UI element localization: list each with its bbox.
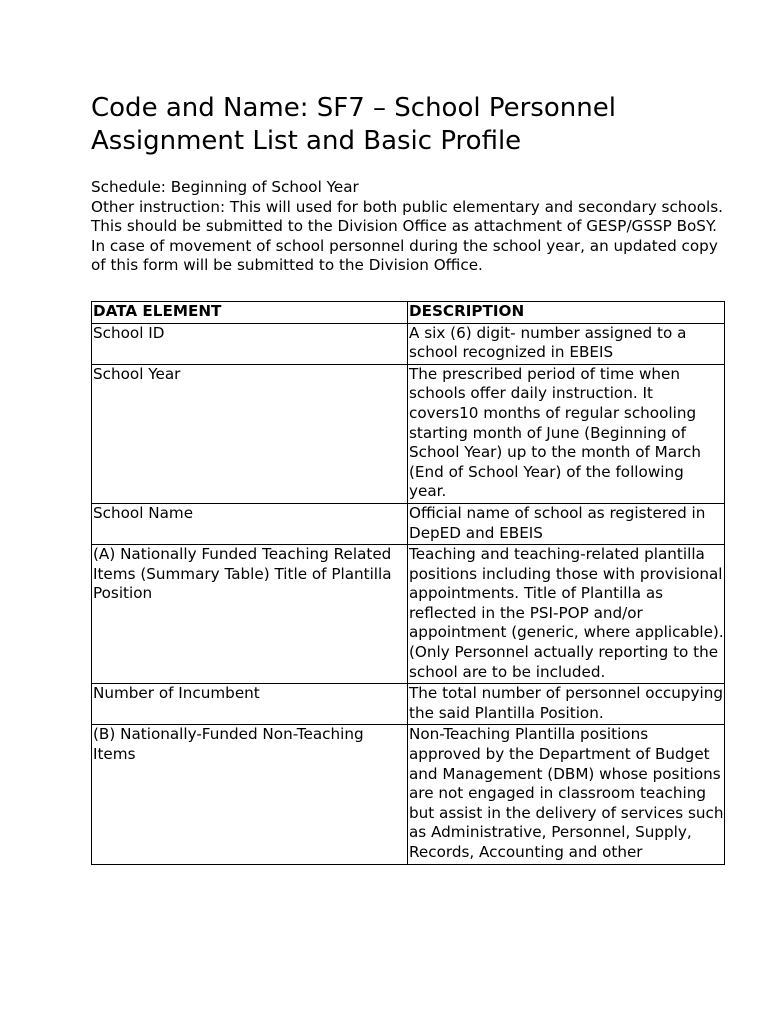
intro-section bbox=[91, 178, 724, 276]
row-description-school-year: The prescribed period of time when schools offer daily instruction. It covers10 months of regular schooling starting month of June (Beginning of School Year) up to the month of March (End of School Year) of the following year. bbox=[408, 364, 725, 503]
row-element-school-name: School Name bbox=[92, 503, 408, 544]
schedule-text: Schedule: Beginning of School Year bbox=[91, 178, 359, 196]
row-element-number-of-incumbent: Number of Incumbent bbox=[92, 684, 408, 725]
other-instruction-text: Other instruction: This will used for both public elementary and secondary schools. This should be submitted to the Division Office as attachment of GESP/GSSP BoSY. In case of movement of school personnel during the school year, an updated copy of this form will be submitted to the Division Office. bbox=[91, 197, 723, 275]
row-element-non-teaching-items: (B) Nationally-Funded Non-Teaching Items bbox=[92, 725, 408, 864]
row-element-school-id: School ID bbox=[92, 323, 408, 364]
table-row bbox=[92, 725, 725, 864]
row-description-teaching-items: Teaching and teaching-related plantilla positions including those with provisional appointments. Title of Plantilla as reflected in the PSI-POP and/or appointment (generic, where applicable). (Only Personnel actually reporting to the school are to be included. bbox=[408, 545, 725, 684]
table-row bbox=[92, 323, 725, 364]
table-header-row bbox=[92, 301, 725, 323]
header-description: DESCRIPTION bbox=[408, 301, 725, 323]
table-row bbox=[92, 684, 725, 725]
row-element-teaching-items: (A) Nationally Funded Teaching Related Items (Summary Table) Title of Plantilla Position bbox=[92, 545, 408, 684]
table-row bbox=[92, 364, 725, 503]
header-data-element: DATA ELEMENT bbox=[92, 301, 408, 323]
document-title: Code and Name: SF7 – School Personnel Assignment List and Basic Profile bbox=[91, 93, 616, 156]
table-row bbox=[92, 545, 725, 684]
document-page bbox=[91, 92, 724, 865]
data-element-table bbox=[91, 301, 725, 865]
row-description-non-teaching-items: Non-Teaching Plantilla positions approved by the Department of Budget and Management (DBM) whose positions are not engaged in classroom teaching but assist in the delivery of services such as Administrative, Personnel, Supply, Records, Accounting and other bbox=[408, 725, 725, 864]
row-description-school-id: A six (6) digit- number assigned to a school recognized in EBEIS bbox=[408, 323, 725, 364]
row-description-number-of-incumbent: The total number of personnel occupying the said Plantilla Position. bbox=[408, 684, 725, 725]
table-row bbox=[92, 503, 725, 544]
row-description-school-name: Official name of school as registered in DepED and EBEIS bbox=[408, 503, 725, 544]
row-element-school-year: School Year bbox=[92, 364, 408, 503]
